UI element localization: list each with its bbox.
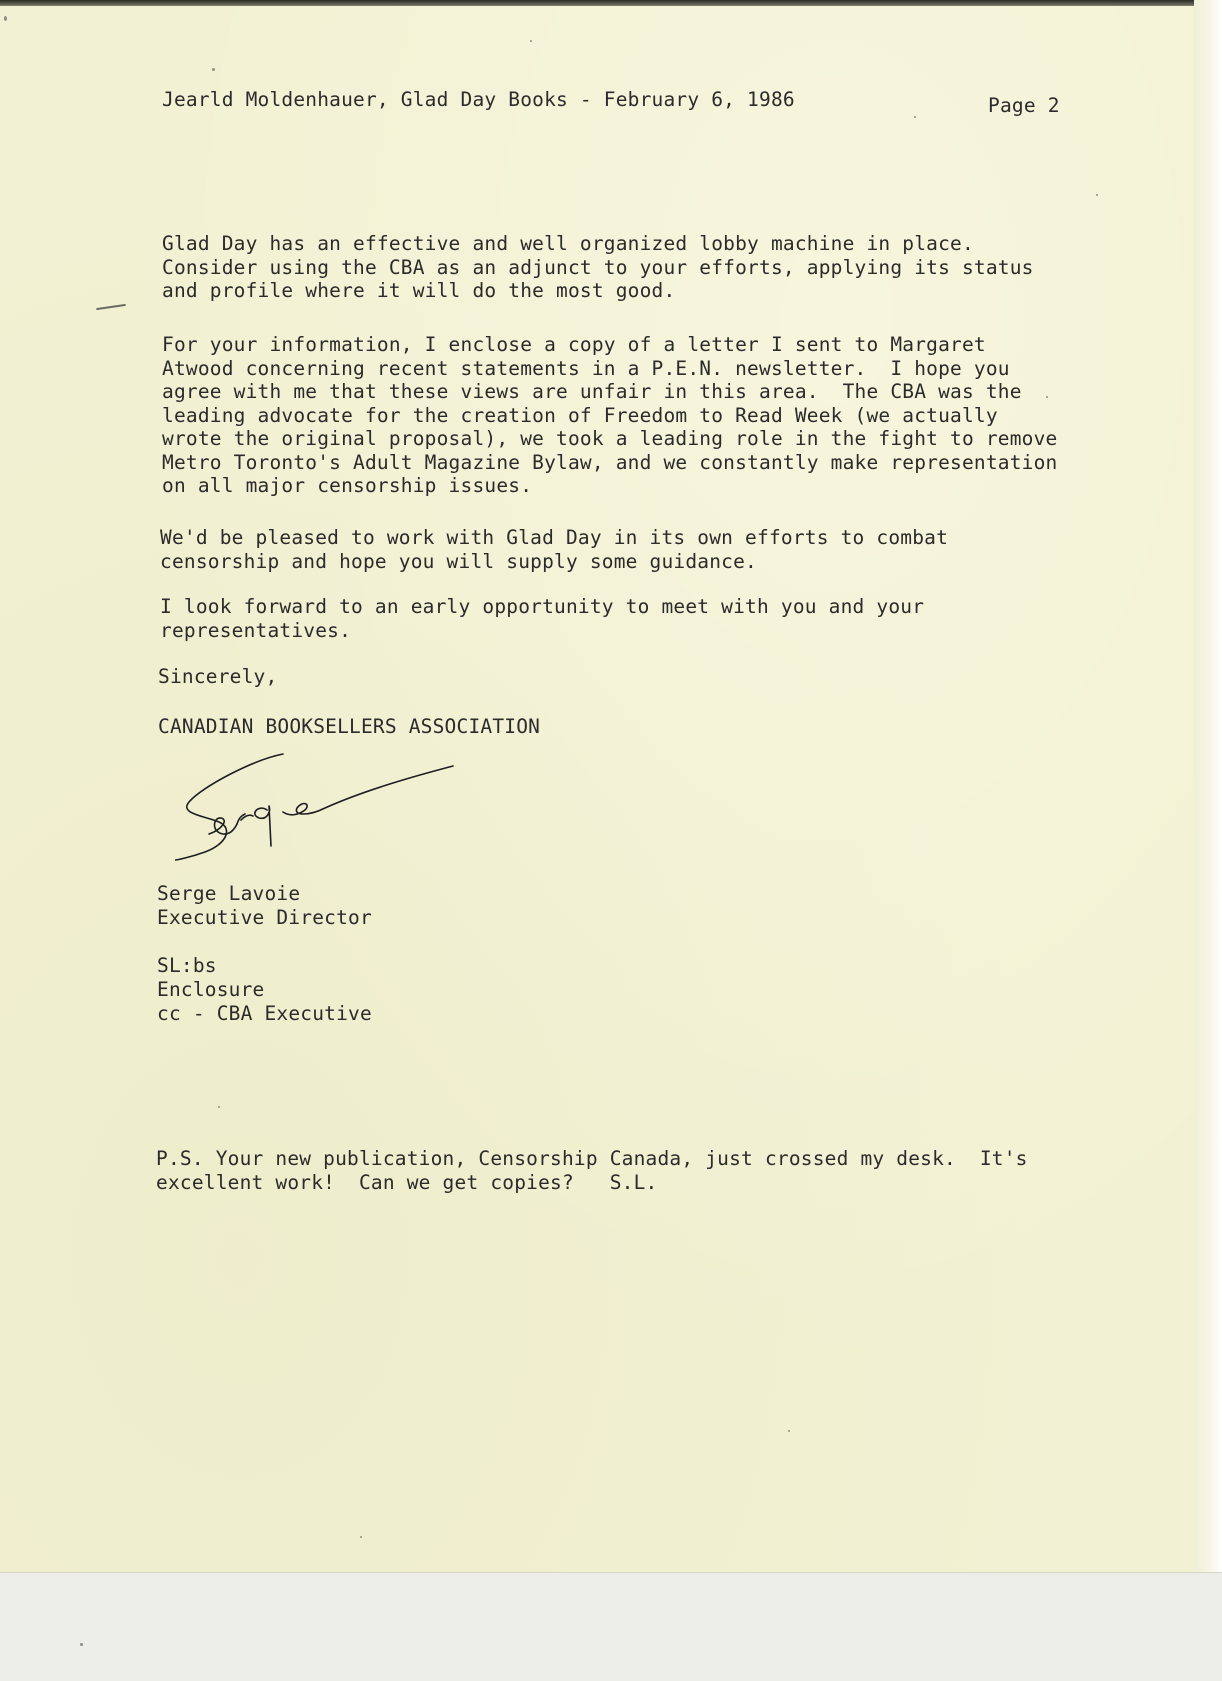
paper-speck	[4, 16, 7, 21]
paper-speck	[360, 1536, 362, 1538]
paper-speck	[218, 1106, 220, 1108]
enclosure-note: Enclosure	[157, 978, 265, 1001]
paper-speck	[1096, 194, 1098, 196]
letter-header: Jearld Moldenhauer, Glad Day Books - February 6, 1986	[162, 88, 795, 111]
paper-speck	[788, 1430, 790, 1432]
signer-name: Serge Lavoie	[157, 882, 301, 905]
scan-edge-right	[1194, 0, 1222, 1680]
paper-speck	[530, 40, 532, 42]
body-paragraph-2: For your information, I enclose a copy of a letter I sent to Margaret Atwood concerning recent statements in a P.E.N. newsletter. I hope you agree with me that these views are unfair in this area. The CBA was the leading advocate for the creation of Freedom to Read Week (we actually wrote the original proposal), we took a leading role in the fight to remove Metro Toronto's Adult Magazine Bylaw, and we constantly make representation on all major censorship issues.	[162, 333, 1058, 497]
paper-speck	[212, 68, 215, 71]
body-paragraph-4: I look forward to an early opportunity to meet with you and your representatives.	[160, 595, 925, 642]
page-number: Page 2	[988, 94, 1060, 117]
pen-mark	[96, 304, 126, 310]
organization-name: CANADIAN BOOKSELLERS ASSOCIATION	[158, 715, 541, 738]
paper-speck	[1046, 396, 1048, 398]
signer-title: Executive Director	[157, 906, 372, 929]
paper-speck	[914, 116, 916, 118]
carbon-copy-line: cc - CBA Executive	[157, 1002, 372, 1025]
body-paragraph-1: Glad Day has an effective and well organized lobby machine in place. Consider using the CBA as an adjunct to your efforts, applying its status and profile where it will do the most good.	[162, 232, 1034, 302]
reference-initials: SL:bs	[157, 954, 217, 977]
postscript: P.S. Your new publication, Censorship Canada, just crossed my desk. It's excellent work! Can we get copies? S.L.	[156, 1147, 1028, 1194]
scanner-background	[0, 1572, 1222, 1681]
dust-speck	[80, 1643, 83, 1646]
closing-salutation: Sincerely,	[158, 665, 278, 688]
handwritten-signature	[175, 746, 465, 876]
body-paragraph-3: We'd be pleased to work with Glad Day in its own efforts to combat censorship and hope you will supply some guidance.	[160, 526, 949, 573]
letter-page	[0, 6, 1196, 1572]
